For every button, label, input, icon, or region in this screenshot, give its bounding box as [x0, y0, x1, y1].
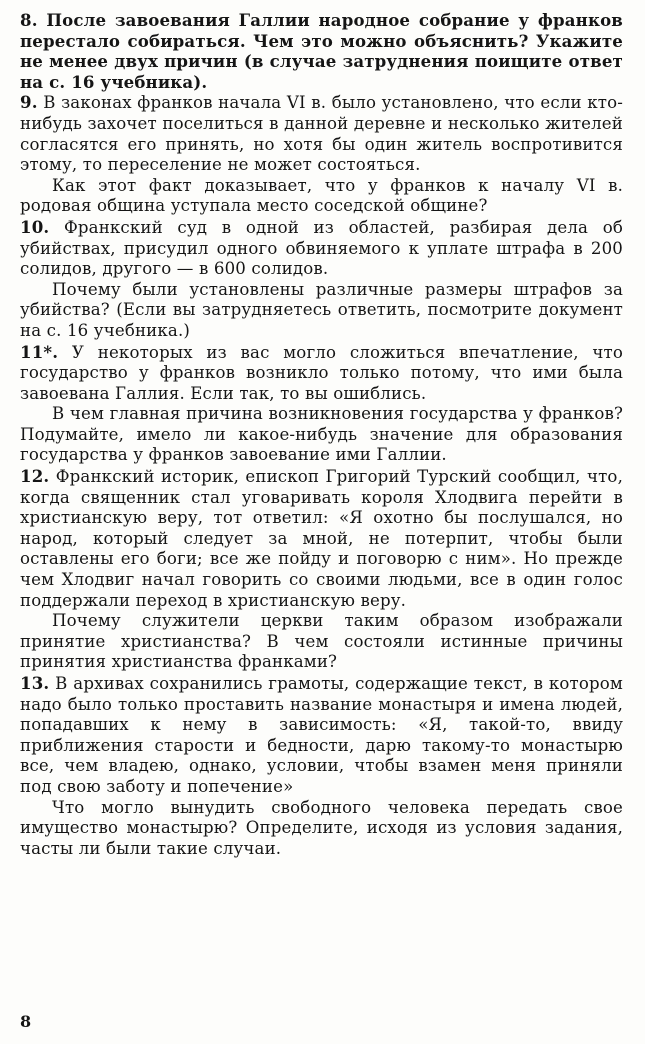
task-11 [20, 342, 623, 405]
task-13 [20, 673, 623, 798]
task-text: В архивах сохранились грамоты, содержащие текст, в котором надо было только проставить название монастыря и имена людей, попадавших к нему в зависимость: «Я, такой-то, ввиду приближения старости и бедности, дарю такому-то монастырю все, чем владею, однако, условии, чтобы взамен меня приняли под свою заботу и попечение» [20, 674, 623, 796]
task-10-question: Почему были установлены различные размеры штрафов за убийства? (Если вы затрудняетесь ответить, посмотрите документ на с. 16 учебника.) [20, 279, 623, 340]
task-number: 9. [20, 92, 38, 113]
task-number: 12. [20, 466, 50, 487]
task-number: 11*. [20, 341, 59, 362]
task-12-question: Почему служители церкви таким образом изображали принятие христианства? В чем состояли истинные причины принятия христианства франками? [20, 611, 623, 672]
task-text: У некоторых из вас могло сложиться впечатление, что государство у франков возникло только потому, что ими была завоевана Галлия. Если так, то вы ошиблись. [20, 342, 623, 403]
task-12 [20, 466, 623, 611]
task-13-question: Что могло вынудить свободного человека передать свое имущество монастырю? Определите, исходя из условия задания, часты ли были такие случаи. [20, 797, 623, 858]
task-10 [20, 217, 623, 280]
task-9 [20, 92, 623, 175]
task-8 [20, 10, 623, 92]
task-number: 13. [20, 673, 50, 693]
task-text: После завоевания Галлии народное собрание у франков перестало собираться. Чем это можно объяснить? Укажите не менее двух причин (в случае затруднения поищите ответ на с. 16 учебника). [20, 10, 623, 92]
task-9-question: Как этот факт доказывает, что у франков к началу VI в. родовая община уступала место соседской общине? [20, 175, 623, 216]
task-number: 10. [20, 216, 50, 237]
task-11-question: В чем главная причина возникновения государства у франков? Подумайте, имело ли какое-нибудь значение для образования государства у франков завоевание ими Галлии. [20, 404, 623, 465]
task-text: Франкский историк, епископ Григорий Турский сообщил, что, когда священник стал уговаривать короля Хлодвига перейти в христианскую веру, тот ответил: «Я охотно бы послушался, но народ, который следует за мной, не потерпит, чтобы были оставлены его боги; все же пойду и поговорю с ним». Но прежде чем Хлодвиг начал говорить со своими людьми, все в один голос поддержали переход в христианскую веру. [20, 467, 623, 610]
page-text [20, 10, 623, 859]
task-number: 8. [20, 10, 38, 30]
task-text: Франкский суд в одной из областей, разбирая дела об убийствах, присудил одного обвиняемого к уплате штрафа в 200 солидов, другого — в 600 солидов. [20, 217, 623, 279]
page-number: 8 [20, 1012, 32, 1031]
task-text: В законах франков начала VI в. было установлено, что если кто-нибудь захочет поселиться в данной деревне и несколько жителей согласятся его принять, но хотя бы один житель воспротивится этому, то переселение не может состояться. [20, 93, 623, 175]
